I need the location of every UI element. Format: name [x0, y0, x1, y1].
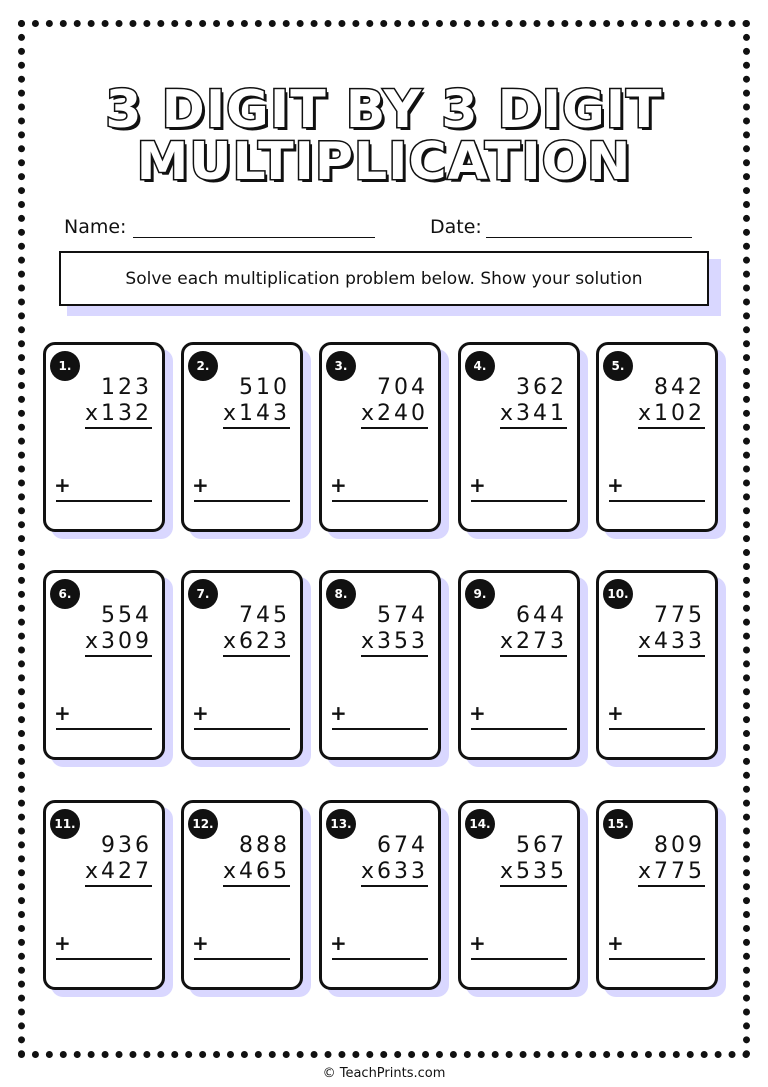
name-label: Name:: [64, 216, 127, 238]
problem-number-badge: 3.: [326, 351, 356, 381]
problem-number-badge: 2.: [188, 351, 218, 381]
plus-sign: +: [192, 931, 209, 955]
multiplier: x102: [638, 403, 705, 429]
multiplicand: 362: [516, 375, 567, 400]
problem-card: [596, 800, 718, 990]
multiplier: x353: [361, 631, 428, 657]
plus-sign: +: [54, 931, 71, 955]
problem-card: [319, 800, 441, 990]
multiplicand: 567: [516, 833, 567, 858]
multiplier: x433: [638, 631, 705, 657]
answer-line[interactable]: [194, 728, 290, 730]
multiplicand: 775: [654, 603, 705, 628]
multiplier: x775: [638, 861, 705, 887]
problem-number-badge: 6.: [50, 579, 80, 609]
multiplier: x427: [85, 861, 152, 887]
problem-card: [181, 800, 303, 990]
multiplier: x132: [85, 403, 152, 429]
answer-line[interactable]: [332, 958, 428, 960]
multiplicand: 574: [377, 603, 428, 628]
multiplicand: 123: [101, 375, 152, 400]
answer-line[interactable]: [56, 958, 152, 960]
answer-line[interactable]: [332, 728, 428, 730]
multiplicand: 510: [239, 375, 290, 400]
problem-number-badge: 1.: [50, 351, 80, 381]
plus-sign: +: [330, 473, 347, 497]
name-field[interactable]: [133, 237, 375, 238]
problem-number-badge: 15.: [603, 809, 633, 839]
answer-line[interactable]: [471, 958, 567, 960]
multiplicand: 745: [239, 603, 290, 628]
answer-line[interactable]: [609, 728, 705, 730]
plus-sign: +: [607, 701, 624, 725]
problem-number-badge: 9.: [465, 579, 495, 609]
problem-card: [43, 800, 165, 990]
problem-card: [596, 342, 718, 532]
problem-number-badge: 4.: [465, 351, 495, 381]
problem-number-badge: 11.: [50, 809, 80, 839]
multiplier: x240: [361, 403, 428, 429]
answer-line[interactable]: [332, 500, 428, 502]
multiplier: x143: [223, 403, 290, 429]
answer-line[interactable]: [609, 958, 705, 960]
answer-line[interactable]: [56, 500, 152, 502]
answer-line[interactable]: [471, 728, 567, 730]
answer-line[interactable]: [471, 500, 567, 502]
problem-card: [319, 342, 441, 532]
multiplicand: 644: [516, 603, 567, 628]
multiplier: x535: [500, 861, 567, 887]
problem-number-badge: 13.: [326, 809, 356, 839]
answer-line[interactable]: [194, 500, 290, 502]
worksheet-title-line-1: 3 DIGIT BY 3 DIGIT: [105, 80, 663, 140]
multiplier: x273: [500, 631, 567, 657]
worksheet-title-line-2: MULTIPLICATION: [136, 132, 632, 192]
problem-card: [458, 800, 580, 990]
problem-card: [458, 570, 580, 760]
multiplier: x623: [223, 631, 290, 657]
multiplicand: 674: [377, 833, 428, 858]
problem-number-badge: 12.: [188, 809, 218, 839]
plus-sign: +: [54, 701, 71, 725]
plus-sign: +: [469, 931, 486, 955]
problem-card: [596, 570, 718, 760]
multiplicand: 809: [654, 833, 705, 858]
problem-card: [43, 570, 165, 760]
problem-card: [181, 570, 303, 760]
plus-sign: +: [469, 701, 486, 725]
problem-number-badge: 14.: [465, 809, 495, 839]
copyright-footer: © TeachPrints.com: [322, 1066, 446, 1081]
multiplier: x633: [361, 861, 428, 887]
problem-card: [319, 570, 441, 760]
multiplier: x341: [500, 403, 567, 429]
plus-sign: +: [192, 473, 209, 497]
multiplier: x465: [223, 861, 290, 887]
date-field[interactable]: [486, 237, 692, 238]
answer-line[interactable]: [609, 500, 705, 502]
problem-card: [181, 342, 303, 532]
multiplicand: 936: [101, 833, 152, 858]
instructions-box: Solve each multiplication problem below. Show your solution: [59, 251, 709, 306]
plus-sign: +: [54, 473, 71, 497]
plus-sign: +: [330, 931, 347, 955]
multiplicand: 888: [239, 833, 290, 858]
plus-sign: +: [330, 701, 347, 725]
plus-sign: +: [469, 473, 486, 497]
multiplicand: 842: [654, 375, 705, 400]
multiplier: x309: [85, 631, 152, 657]
plus-sign: +: [607, 473, 624, 497]
problem-number-badge: 10.: [603, 579, 633, 609]
answer-line[interactable]: [194, 958, 290, 960]
answer-line[interactable]: [56, 728, 152, 730]
plus-sign: +: [607, 931, 624, 955]
plus-sign: +: [192, 701, 209, 725]
problem-number-badge: 8.: [326, 579, 356, 609]
multiplicand: 554: [101, 603, 152, 628]
problem-card: [458, 342, 580, 532]
problem-card: [43, 342, 165, 532]
problem-number-badge: 7.: [188, 579, 218, 609]
date-label: Date:: [430, 216, 482, 238]
problem-number-badge: 5.: [603, 351, 633, 381]
multiplicand: 704: [377, 375, 428, 400]
